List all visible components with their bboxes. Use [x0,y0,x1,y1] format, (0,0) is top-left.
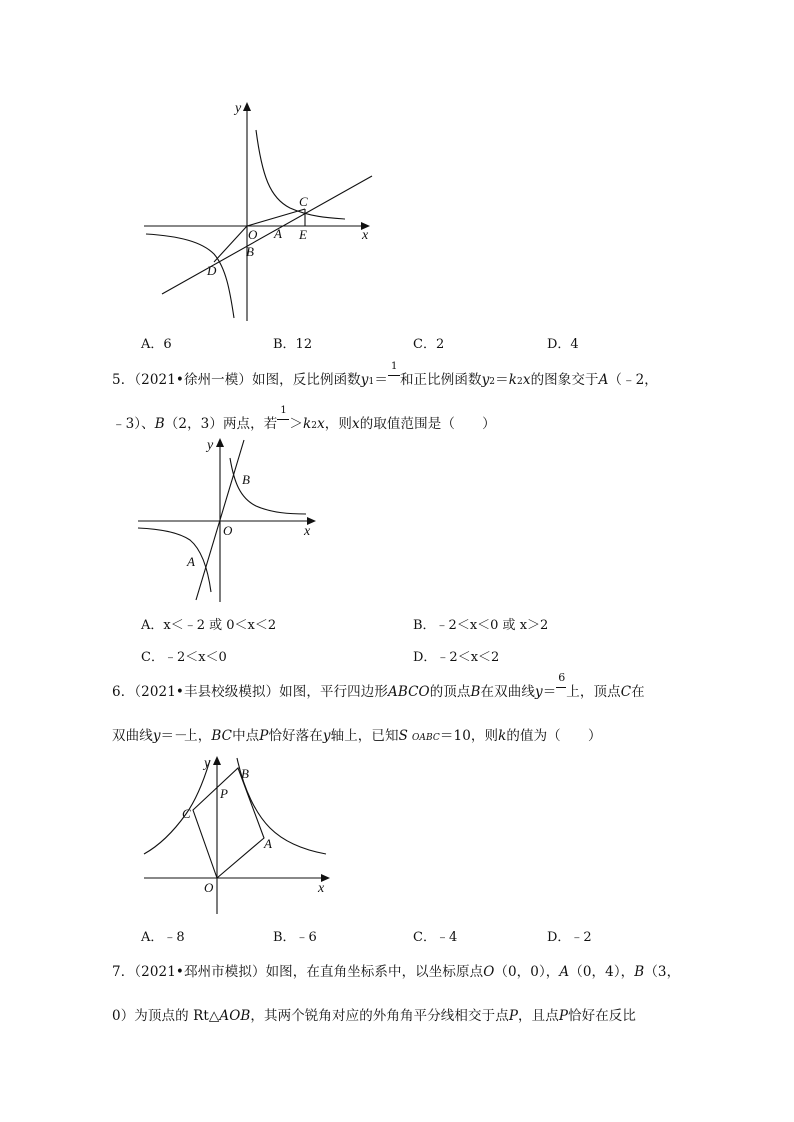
q6-options [141,926,741,944]
label-b: B [241,766,249,781]
q5-y1-sub: 1 [368,377,375,387]
label-x: x [318,881,325,896]
q5-gt: ＞ [289,416,303,432]
q5-k-sub: 2 [517,377,523,387]
q5-text-h: 的取值范围是（ ） [359,416,496,432]
label-a: A [274,226,282,241]
q6-y2: y [152,728,161,744]
q6-line-2 [112,724,602,744]
q7-point-b: B [634,964,645,980]
q7-text-e: 0）为顶点的 Rt△ [112,1008,220,1024]
segment-oc [247,209,305,226]
label-o: O [248,227,258,242]
label-c: C [299,194,308,209]
q6-abco: ABCO [387,684,430,700]
q5-x2: x [317,416,325,432]
q4-options [141,333,741,351]
q7-text-c: （0，4）， [569,964,635,980]
q6-text-d: 上，顶点 [566,684,621,700]
q4-option-c[interactable]: C．2 [413,337,445,352]
q6-source: （2021•丰县校级模拟） [134,684,280,700]
q6-point-b: B [470,684,481,700]
q5-source: （2021•徐州一模） [134,372,252,388]
q5-figure [134,432,324,604]
q6-option-a[interactable]: A．﹣8 [141,930,185,945]
label-d: D [207,263,217,278]
q5-option-c[interactable]: C．﹣2＜x＜0 [141,650,227,665]
q5-line-2 [112,405,496,432]
q5-text-e: ﹣3）、 [112,416,155,432]
label-a: A [187,554,195,569]
label-a: A [264,836,272,851]
q5-point-a: A [598,372,609,388]
q6-text-g: 上， [184,728,212,744]
y-axis-arrow [216,438,224,447]
q6-number: 6． [112,684,135,700]
q7-aob: AOB [219,1008,251,1024]
q7-point-a: A [559,964,570,980]
q5-y1: y [360,372,369,388]
label-y: y [204,756,211,771]
q5-k2: k [302,416,312,432]
q7-point-p2: P [558,1008,568,1024]
q6-text-c: 在双曲线 [480,684,535,700]
q5-text-d: （﹣2， [608,372,658,388]
q6-option-c[interactable]: C．﹣4 [413,930,458,945]
q5-k: k [508,372,518,388]
q4-figure [140,96,380,326]
q6-point-p: P [259,728,269,744]
q5-eq1: ＝ [374,372,388,388]
q6-text-k: ＝10，则 [439,728,499,744]
q5-options [141,614,741,664]
q6-neg: － [174,728,188,744]
q6-text-e: 在 [631,684,645,700]
q7-text-b: （0，0）， [494,964,560,980]
q6-text-l: 的值为（ ） [506,728,602,744]
q7-text-g: ，且点 [518,1008,559,1024]
q5-option-b[interactable]: B．﹣2＜x＜0 或 x＞2 [413,618,549,633]
y-axis-arrow [213,756,221,765]
parallelogram-abco [193,768,264,878]
q6-y: y [534,684,543,700]
q6-text-f: 双曲线 [112,728,153,744]
q5-frac1-num: 1 [390,361,398,372]
q7-text-a: 如图，在直角坐标系中，以坐标原点 [265,964,484,980]
hyperbola-branch-2 [146,234,234,318]
q6-graph [140,750,340,916]
q7-point-o: O [483,964,495,980]
q5-x: x [522,372,531,388]
label-y: y [207,438,214,453]
q4-option-b[interactable]: B．12 [273,337,313,352]
q5-text-b: 和正比例函数 [399,372,482,388]
q4-graph [140,96,380,326]
q6-s-sub: OABC [411,733,440,743]
hyperbola-left [144,760,210,854]
q6-point-c: C [620,684,632,700]
label-y: y [235,101,242,116]
q5-option-a[interactable]: A．x＜﹣2 或 0＜x＜2 [141,618,277,633]
q5-graph [134,432,324,604]
q6-frac-num: 6 [558,671,566,684]
q5-y2-sub: 2 [489,377,496,387]
q7-text-d: （3， [644,964,681,980]
q5-line-1 [112,361,658,388]
q5-text-f: （2，3）两点，若 [164,416,278,432]
q5-eq2: ＝ [495,372,509,388]
q6-k: k [498,728,507,744]
label-x: x [362,228,369,243]
hyperbola-branch-2 [138,528,211,592]
label-p: P [220,786,228,801]
line-dc [162,176,372,294]
q5-number: 5． [112,372,135,388]
q6-text-j: 轴上，已知 [330,728,399,744]
segment-od [214,226,247,262]
q6-eq2: ＝ [160,728,175,744]
q4-option-a[interactable]: A．6 [141,337,172,352]
label-o: O [204,880,214,895]
q6-text-h: 中点 [232,728,260,744]
q6-figure [140,750,340,916]
q5-text-c: 的图象交于 [530,372,599,388]
q7-text-h: 恰好在反比 [568,1008,636,1024]
label-o: O [223,523,233,538]
q6-text-b: 的顶点 [429,684,471,700]
q5-option-d[interactable]: D．﹣2＜x＜2 [413,650,500,665]
y-axis-arrow [243,102,251,111]
q5-y2: y [481,372,490,388]
q6-option-b[interactable]: B．﹣6 [273,930,317,945]
label-e: E [299,227,307,242]
q7-line-1 [112,960,680,980]
q6-s: S [398,728,408,744]
label-b: B [242,472,250,487]
q7-point-p: P [508,1008,518,1024]
q6-option-d[interactable]: D．﹣2 [547,930,592,945]
q5-frac2-num: 1 [280,405,287,416]
q6-eq: ＝ [542,684,557,700]
q7-source: （2021•邳州市模拟） [134,964,266,980]
q5-point-b: B [154,416,165,432]
q5-text-a: 如图，反比例函数 [251,372,361,388]
q6-text-a: 如图，平行四边形 [279,684,388,700]
q6-text-i: 恰好落在 [268,728,323,744]
q5-text-g: ，则 [324,416,352,432]
q6-bc: BC [211,728,233,744]
q7-number: 7． [112,964,135,980]
q7-text-f: ，其两个锐角对应的外角角平分线相交于点 [250,1008,509,1024]
q4-option-d[interactable]: D．4 [547,337,579,352]
q7-line-2 [112,1004,636,1024]
q5-x3: x [352,416,360,432]
hyperbola-right [237,758,326,854]
q6-line-1 [112,671,645,700]
label-x: x [304,524,311,539]
q5-k2-sub: 2 [311,421,318,431]
label-b: B [246,244,254,259]
q6-y-axis-var: y [322,728,331,744]
label-c: C [182,806,191,821]
